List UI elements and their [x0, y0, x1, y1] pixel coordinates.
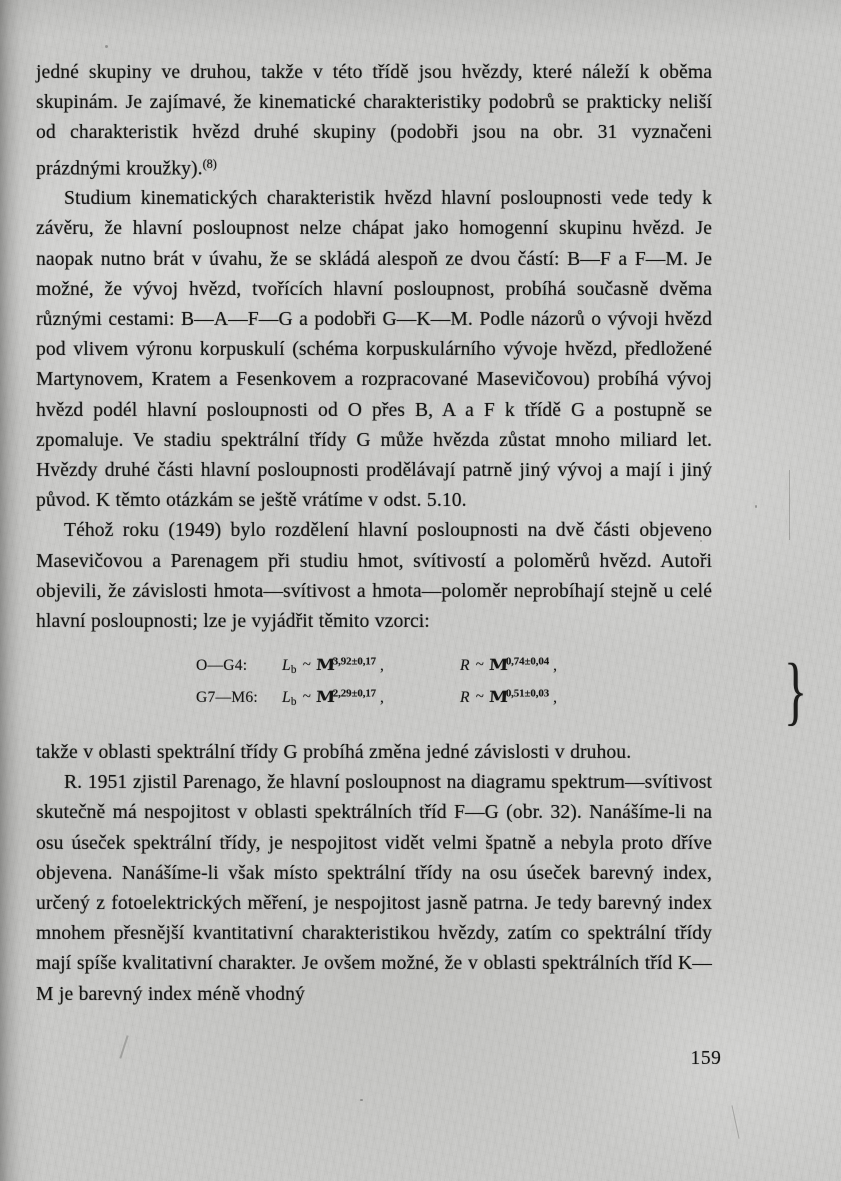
formula-row-1-range: O—G4: [196, 657, 248, 674]
paragraph-4: takže v oblasti spektrální třídy G probíhá změna jedné závislosti v druhou. [36, 742, 632, 763]
scan-hair-mark [731, 1105, 739, 1138]
proportional-symbol: ~ [302, 689, 311, 705]
mass-symbol: M [315, 687, 335, 706]
formula-rows [196, 648, 808, 733]
formula-row-2-comma-2: , [553, 689, 557, 706]
mass-symbol: M [488, 687, 508, 706]
proportional-symbol: ~ [475, 689, 484, 705]
paragraph-1 [36, 58, 712, 184]
footnote-marker-8: (8) [202, 156, 217, 171]
scan-speck [105, 45, 108, 48]
proportional-symbol: ~ [475, 657, 484, 673]
formula-row-2-exponent-1: 2,29±0,17 [332, 687, 377, 700]
paragraph-1-text: jedné skupiny ve druhou, takže v této třídě jsou hvězdy, které náleží k oběma skupinám. Je zajímavé, že kinematické charakteristiky podobrů se prakticky neliší od charakteristik hvězd druhé skupiny (podobři jsou na obr. 31 vyznačeni prázdnými kroužky). [36, 62, 712, 179]
formula-row-2-exponent-2: 0,51±0,03 [505, 687, 550, 700]
formula-row-1-exponent-2: 0,74±0,04 [505, 655, 550, 668]
formula-row-1 [196, 655, 626, 687]
formula-row-2 [196, 687, 626, 719]
mass-symbol: M [488, 655, 508, 674]
symbol-L: $L_b$ [282, 657, 297, 676]
formula-row-2-luminosity [282, 687, 460, 708]
page-number: 159 [690, 1048, 722, 1069]
formula-row-1-comma-1: , [380, 657, 384, 674]
scan-hair-mark [789, 470, 790, 540]
paragraph-3: Téhož roku (1949) bylo rozdělení hlavní posloupnosti na dvě části objeveno Masevičovou a Parenagem při studiu hmot, svítivostí a poloměrů hvězd. Autoři objevili, že závislosti hmota—svítivost a hmota—poloměr neprobíhají stejně u celé hlavní posloupnosti; lze je vyjádřit těmito vzorci: [36, 520, 712, 632]
formula-row-2-range: G7—M6: [196, 689, 258, 706]
symbol-R: R [460, 657, 470, 674]
symbol-R: R [460, 689, 470, 706]
symbol-L: $L_b$ [282, 689, 297, 708]
formula-brace: } [784, 648, 808, 733]
scan-speck [755, 505, 757, 508]
formula-row-2-comma-1: , [380, 689, 384, 706]
paragraph-2: Studium kinematických charakteristik hvězd hlavní posloupnosti vede tedy k závěru, že hlavní posloupnost nelze chápat jako homogenní skupinu hvězd. Je naopak nutno brát v úvahu, že se skládá alespoň ze dvou částí: B—F a F—M. Je možné, že vývoj hvězd, tvořících hlavní posloupnost, probíhá současně dvěma různými cestami: B—A—F—G a podobři G—K—M. Podle názorů o vývoji hvězd pod vlivem výronu korpuskulí (schéma korpuskulárního vývoje hvězd, předložené Martynovem, Kratem a Fesenkovem a rozpracované Masevičovou) probíhá vývoj hvězd podél hlavní posloupnosti od O přes B, A a F k třídě G a postupně se zpomaluje. Ve stadiu spektrální třídy G může hvězda zůstat mnoho miliard let. Hvězdy druhé části hlavní posloupnosti prodělávají patrně jiný vývoj a mají i jiný původ. K těmto otázkám se ještě vrátíme v odst. 5.10. [36, 188, 712, 512]
paragraph-5: R. 1951 zjistil Parenago, že hlavní posloupnost na diagramu spektrum—svítivost skutečně má nespojitost v oblasti spektrálních tříd F—G (obr. 32). Nanášíme-li na osu úseček spektrální třídy, je nespojitost vidět velmi špatně a nebyla proto dříve objevena. Nanášíme-li však místo spektrální třídy na osu úseček barevný index, určený z fotoelektrických měření, je nespojitost jasně patrna. Je tedy barevný index mnohem přesnější kvantitativní charakteristikou hvězdy, zatím co spektrální třídy mají spíše kvalitativní charakter. Je ovšem možné, že v oblasti spektrálních tříd K—M je barevný index méně vhodný [36, 772, 712, 1005]
text-column [36, 58, 712, 637]
proportional-symbol: ~ [302, 657, 311, 673]
formula-row-1-exponent-1: 3,92±0,17 [332, 655, 377, 668]
mass-symbol: M [315, 655, 335, 674]
scan-hair-mark [119, 1035, 128, 1058]
formula-block-20 [36, 648, 808, 733]
formula-row-2-radius [460, 687, 557, 707]
formula-row-1-radius [460, 655, 557, 675]
text-column-lower [36, 738, 712, 1010]
formula-row-1-comma-2: , [553, 657, 557, 674]
formula-row-1-luminosity [282, 655, 460, 676]
scan-speck [360, 1099, 363, 1101]
